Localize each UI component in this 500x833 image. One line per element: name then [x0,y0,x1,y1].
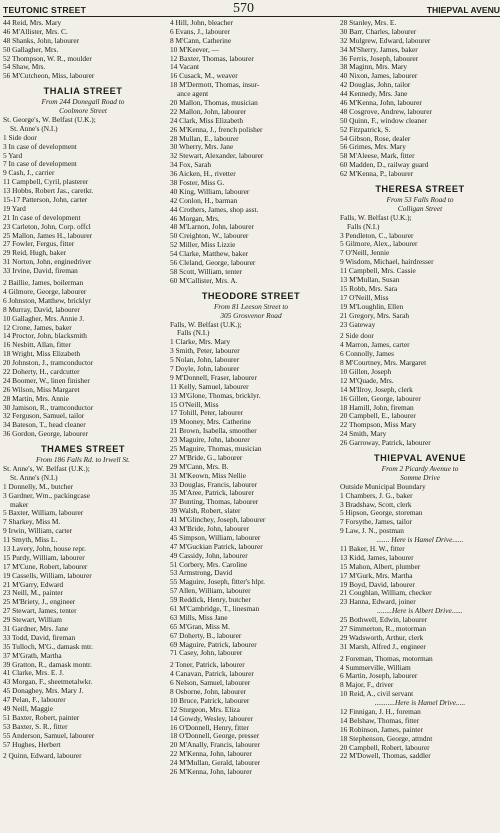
directory-entry: Outside Municipal Boundary [340,482,426,491]
directory-entry: 18 Stephenson, George, attndnt [340,734,433,743]
directory-entry: 23 Gateway [340,320,376,329]
directory-entry: 20 Campbell, Robert, labourer [340,743,430,752]
directory-entry: 19 Cassells, William, labourer [3,571,92,580]
directory-entry: 16 Gillen, George, labourer [340,394,421,403]
directory-entry: 56 M'Cutcheon, Miss, labourer [3,72,95,81]
directory-entry: 28 Martin, Mrs. Annie [3,394,69,403]
directory-entry: 14 M'Ilroy, Joseph, clerk [340,385,413,394]
directory-entry: 23 Hanna, Edward, joiner [340,598,416,607]
directory-entry: 45 Simpson, William, labourer [170,533,261,542]
directory-entry: 71 Casey, John, labourer [170,649,243,658]
column-2 [170,19,332,777]
directory-entry: 61 M'Cambridge, T., linesman [170,605,260,613]
directory-entry: 41 Clarke, Mrs. E. J. [3,669,64,678]
directory-entry: 7 O'Neill, Jennie [340,249,390,258]
entry-continuation: St. Anne's (N.I.) [10,124,58,133]
entry-continuation: St. Anne's (N.I.) [10,473,58,482]
directory-entry: 17 Tohill, Peter, labourer [170,409,244,418]
directory-entry: 16 Cusack, M., weaver [170,72,238,81]
directory-entry: St. Anne's, W. Belfast (U.K.); [3,464,90,473]
street-subheading: Somme Drive [400,472,440,482]
directory-entry: 4 Gilmore, George, labourer [3,287,87,296]
directory-entry: 5 Baxter, William, labourer [3,509,84,518]
directory-entry: 18 O'Donnell, George, presser [170,732,260,741]
directory-entry: 4 Hill, John, bleacher [170,19,234,27]
directory-entry: 23 Carleton, John, Corp. offcl [3,222,91,231]
directory-entry: 21 Coughlan, William, checker [340,589,432,598]
directory-entry: 28 Stanley, Mrs. E. [340,19,397,27]
directory-entry: 6 Johnston, Matthew, bricklyr [3,296,91,305]
directory-entry: 50 Gallagher, Mrs. [3,45,59,54]
directory-entry: 39 Gratton, R., damask montr. [3,660,92,669]
directory-entry: 3 Smith, Peter, labourer [170,347,240,356]
directory-entry: 33 Douglas, Francis, labourer [170,480,258,489]
directory-entry: 2 Quinn, Edward, labourer [3,752,82,761]
directory-entry: St. George's, W. Belfast (U.K.); [3,116,96,125]
directory-entry: 23 Maguire, John, labourer [170,436,250,445]
directory-entry: 13 Hobbs, Robert Jas., caretkr. [3,187,94,196]
directory-entry: 47 Pelan, F., labourer [3,696,66,705]
directory-entry: 34 Fox, Sarah [170,161,212,170]
directory-entry: 26 Garroway, Patrick, labourer [340,439,431,448]
directory-entry: 41 M'Glinchey, Joseph, labourer [170,516,266,525]
directory-entry: 13 M'Mullan, Susan [340,276,400,285]
directory-entry: 12 M'Quade, Mrs. [340,376,394,385]
directory-entry: 11 Baker, H. W., fitter [340,544,405,553]
directory-entry: 46 Morgan, Mrs. [170,214,220,223]
directory-entry: 58 M'Aleese, Mark, fitter [340,152,415,161]
directory-entry: 53 Armstrong, David [170,569,233,578]
entry-continuation: Falls (N.I.) [177,329,210,338]
directory-entry: 25 Maguire, Thomas, musician [170,444,262,453]
header-left-street: TEUTONIC STREET [3,5,87,15]
directory-entry: 15-17 Patterson, John, carter [3,196,88,205]
directory-entry: 51 Baxter, Robert, painter [3,713,80,722]
directory-entry: 2 Baillie, James, boilerman [3,279,84,288]
directory-entry: 4 Canavan, Patrick, labourer [170,670,254,679]
directory-entry: 22 Thompson, Miss Mary [340,421,417,430]
directory-entry: 53 Baxter, S. R., fitter [3,722,68,731]
directory-entry: 3 Bradshaw, Scott, clerk [340,500,412,509]
directory-entry: 42 Douglas, John, tailor [340,81,411,90]
directory-entry: 22 Mallon, John, labourer [170,107,247,116]
directory-entry: 19 M'Loughlin, Ellen [340,302,404,311]
directory-entry: 40 Nixon, James, labourer [340,72,418,81]
directory-entry: 6 Connolly, James [340,350,394,359]
directory-entry: 19 Mooney, Mrs. Catherine [170,418,251,427]
directory-entry: 38 Foster, Miss G. [170,179,225,188]
directory-entry: 39 Walsh, Robert, slater [170,507,241,516]
street-heading: THEODORE STREET [201,290,301,301]
directory-entry: 58 Scott, William, tenter [170,267,242,276]
directory-entry: 26 M'Kenna, J., french polisher [170,125,263,134]
directory-entry: 21 Brown, Isabella, smoother [170,427,257,436]
directory-entry: 30 Wherry, Mrs. Jane [170,143,234,152]
directory-entry: 30 Jamison, R., tramconductor [3,403,94,412]
directory-entry: 9 M'Donnell, Fraser, labourer [170,373,257,382]
directory-entry: 44 Crothers, James, shop asst. [170,205,259,214]
directory-entry: 19 Boyd, David, labourer [340,580,415,589]
directory-entry: 13 Kidd, James, labourer [340,553,414,562]
directory-entry: 38 Maginn, Mrs. Mary [340,63,408,72]
directory-entry: 7 Forsythe, James, tailor [340,518,412,527]
directory-entry: 63 Mills, Miss Jane [170,613,228,622]
directory-entry: 12 Crone, James, baker [3,323,72,332]
entry-continuation: Falls (N.I.) [347,222,380,231]
directory-entry: 34 Bateson, T., head cleaner [3,421,86,430]
directory-entry: 14 Belshaw, Thomas, fitter [340,716,420,725]
entry-continuation: ance agent [177,90,209,99]
directory-entry: 11 Smyth, Miss L. [3,536,58,545]
directory-entry: 52 Miller, Miss Lizzie [170,241,236,250]
directory-entry: 36 Aicken, H., rivetter [170,170,236,179]
directory-entry: 2 Toner, Patrick, labourer [170,661,245,670]
header-right-street: THIEPVAL AVENU [426,5,500,15]
directory-entry: 12 Baxter, Thomas, labourer [170,54,254,63]
directory-entry: 21 In case of development [3,213,81,222]
street-subheading: ........Here is Albert Drive...... [377,606,463,616]
directory-entry: 50 Quinn, F., window cleaner [340,116,427,125]
directory-entry: 8 Osborne, John, labourer [170,688,247,697]
directory-entry: 23 Neill, M., painter [3,589,63,598]
directory-entry: 32 Stewart, Alexander, labourer [170,152,264,161]
directory-entry: 15 O'Neill, Miss [170,400,219,409]
directory-entry: 3 Gardner, Wm., packingcase [3,491,90,500]
directory-entry: 7 In case of development [3,160,77,169]
directory-entry: 17 M'Cune, Robert, labourer [3,562,88,571]
directory-entry: 33 Todd, David, fireman [3,633,76,642]
directory-entry: 29 M'Cann, Mrs. B. [170,462,229,471]
column-3 [340,19,500,761]
page-number: 570 [233,1,254,16]
directory-entry: 17 M'Gurk, Mrs. Martha [340,571,413,580]
directory-entry: 25 Mallon, James H., labourer [3,231,93,240]
directory-entry: 2 Foreman, Thomas, motorman [340,654,433,663]
directory-entry: 10 M'Keever, — [170,45,219,54]
directory-entry: 27 Simmerton, R., motorman [340,625,427,633]
directory-entry: 9 Cash, J., carrier [3,169,55,178]
street-subheading: From 81 Leeson Street to [213,301,289,311]
directory-entry: 13 M'Glone, Thomas, bricklyr. [170,391,261,400]
directory-entry: 9 Wisdom, Michael, hairdresser [340,258,434,267]
directory-entry: 24 Smith, Mary [340,430,387,439]
directory-entry: 14 Vacant [170,63,200,72]
directory-entry: 32 Ferguson, Samuel, tailor [3,412,85,421]
directory-entry: 4 Marron, James, carter [340,341,410,350]
directory-entry: 6 Nelson, Samuel, labourer [170,679,251,688]
directory-entry: 11 Kelly, Samuel, labourer [170,382,249,391]
directory-entry: 20 Campbell, E., labourer [340,412,416,421]
directory-entry: 47 M'Guckian Patrick, labourer [170,542,263,551]
directory-entry: 57 Allen, William, labourer [170,587,251,596]
directory-entry: 1 Donnelly, M., butcher [3,482,74,491]
directory-entry: 46 M'Allister, Mrs. C. [3,27,68,36]
directory-entry: 11 Campbell, Cyril, plasterer [3,178,89,187]
directory-entry: 20 Mallon, Thomas, musician [170,99,258,108]
directory-entry: 20 Johnston, J., tramconductor [3,359,94,368]
directory-entry: 5 Hipson, George, storeman [340,509,423,518]
directory-entry: 8 Murray, David, labourer [3,305,80,314]
directory-entry: 25 M'Briety, J., engineer [3,598,76,607]
directory-entry: 22 M'Kenna, John, labourer [170,750,252,759]
street-subheading: 305 Grosvenor Road [220,310,282,320]
directory-entry: 54 Gibson, Rose, dealer [340,134,411,143]
page-header [3,2,500,17]
directory-entry: 1 Clarke, Mrs. Mary [170,338,231,347]
street-subheading: From 186 Falls Rd. to Irwell St. [36,455,130,465]
directory-entry: 16 Robinson, James, painter [340,725,424,734]
directory-entry: 18 M'Dermott, Thomas, insur- [170,81,260,90]
column-1 [3,19,163,761]
directory-entry: 6 Martin, Joseph, labourer [340,672,418,681]
directory-entry: 56 Grimes, Mrs. Mary [340,143,406,152]
directory-entry: 48 Cosgrove, Andrew, labourer [340,107,432,116]
directory-entry: 21 M'Garry, Edward [3,580,64,589]
directory-entry: 48 Shanks, John, labourer [3,36,80,45]
directory-entry: Falls, W. Belfast (U.K.); [170,320,242,329]
directory-entry: 49 Neill, Maggie [3,705,53,714]
directory-entry: 5 Gilmore, Alex., labourer [340,240,418,249]
directory-entry: 15 Robb, Mrs. Sara [340,284,398,293]
street-subheading: ....... Here is Hamel Drive...... [376,535,464,545]
directory-entry: 24 Boomer, W., linen finisher [3,376,90,385]
directory-entry: 60 Madden, D., railway guard [340,161,429,170]
directory-entry: 29 Stewart, William [3,616,62,625]
directory-entry: 22 M'Dowell, Thomas, saddler [340,752,431,761]
directory-entry: 11 Campbell, Mrs. Cassie [340,267,416,276]
directory-entry: 2 Side door [340,332,374,341]
directory-entry: 45 Donaghey, Mrs. Mary J. [3,687,84,696]
directory-entry: 52 Thompson, W. R., moulder [3,54,92,63]
directory-entry: 36 Ferris, Joseph, labourer [340,54,419,63]
street-heading: THERESA STREET [375,184,465,195]
directory-entry: 28 Mullan, E., labourer [170,134,239,143]
directory-entry: 3 In case of development [3,142,77,151]
street-subheading: From 53 Falls Road to [386,195,454,205]
directory-entry: 10 Bruce, Patrick, labourer [170,696,250,705]
directory-entry: 35 Tulloch, M'G., damask mtr. [3,642,93,651]
directory-entry: 26 M'Kenna, John, labourer [170,768,252,777]
directory-entry: 17 O'Neill, Miss [340,293,389,302]
directory-entry: 10 Gallagher, Mrs. Annie J. [3,314,85,323]
street-heading: THIEPVAL AVENUE [374,452,466,463]
directory-entry: 40 King, William, labourer [170,187,250,196]
directory-entry: 69 Maguire, Patrick, labourer [170,640,257,649]
directory-entry: 10 Gillen, Joseph [340,367,392,376]
directory-entry: 21 Gregory, Mrs. Sarah [340,311,410,320]
directory-entry: 10 Reid, A., civil servant [340,690,414,699]
directory-entry: 51 Corbery, Mrs. Caroline [170,560,248,569]
directory-entry: Falls, W. Belfast (U.K.); [340,213,412,222]
directory-entry: 32 Mulgrew, Edward, labourer [340,36,431,45]
directory-entry: 15 Purdy, William, labourer [3,553,85,562]
directory-entry: 62 M'Kenna, P., labourer [340,170,414,179]
directory-entry: 26 Wilson, Miss Margaret [3,385,80,394]
directory-entry: 35 M'Aree, Patrick, labourer [170,489,254,498]
directory-entry: 18 Wright, Miss Elizabeth [3,350,81,359]
directory-entry: 49 Cassidy, John, labourer [170,551,248,560]
directory-entry: 27 Stewart, James, tenter [3,607,77,616]
directory-entry: 30 Barr, Charles, labourer [340,27,417,36]
directory-entry: 55 Maguire, Joseph, fitter's hlpr. [170,578,265,587]
directory-entry: 4 Summerville, William [340,663,411,672]
directory-entry: 52 Fitzpatrick, S. [340,125,391,134]
directory-entry: 24 Clark, Miss Elizabeth [170,116,244,125]
directory-entry: 54 Shaw, Mrs. [3,63,46,72]
directory-entry: 14 Proctor, John, blacksmith [3,332,87,341]
street-heading: THALIA STREET [43,86,123,97]
directory-entry: 25 Bothwell, Edwin, labourer [340,616,428,625]
directory-entry: 16 O'Donnell, Henry, fitter [170,723,249,732]
directory-entry: 56 Cleland, George, labourer [170,259,256,268]
directory-entry: 59 Reddick, Henry, butcher [170,596,251,605]
directory-entry: 43 Morgan, F., sheetmetalwkr. [3,678,93,687]
directory-entry: 1 Chambers, J. G., baker [340,491,413,500]
directory-entry: 6 Evans, J., labourer [170,27,230,36]
directory-entry: 16 Nesbitt, Allan, fitter [3,341,71,350]
directory-entry: 37 M'Grath, Martha [3,651,62,660]
directory-entry: 27 M'Bride, G., labourer [170,453,243,462]
directory-entry: 34 M'Sherry, James, baker [340,45,418,54]
directory-entry: 8 M'Courtney, Mrs. Margaret [340,359,427,368]
directory-entry: 7 Sharkey, Miss M. [3,518,61,527]
directory-entry: 22 Doherty, H., cardcutter [3,367,80,376]
directory-entry: 57 Hughes, Herbert [3,740,61,749]
street-subheading: ...........Here is Hamel Drive..... [374,698,466,708]
directory-entry: 55 Anderson, Samuel, labourer [3,731,95,740]
street-subheading: Colligan Street [397,203,443,213]
directory-entry: 13 Lavery, John, house repr. [3,544,86,553]
directory-entry: 9 Irwin, William, carter [3,527,73,536]
directory-entry: 48 M'Larnon, John, labourer [170,223,254,232]
entry-continuation: maker [10,500,29,509]
street-subheading: Coolmore Street [59,106,107,116]
directory-entry: 14 Gowdy, Wesley, labourer [170,714,253,723]
directory-entry: 67 Doherty, B., labourer [170,631,242,640]
street-heading: THAMES STREET [40,444,126,455]
directory-entry: 65 M'Gran, Miss M. [170,622,230,631]
directory-entry: 29 Wadsworth, Arthur, clerk [340,633,424,642]
directory-entry: 43 M'Bride, John, labourer [170,524,250,533]
directory-entry: 37 Bunting, Thomas, labourer [170,498,259,507]
directory-entry: 20 M'Anally, Francis, labourer [170,741,260,750]
directory-entry: 12 Sturgeon, Mrs. Eliza [170,705,240,714]
directory-entry: 31 Norton, John, enginedriver [3,258,92,267]
directory-entry: 8 Major, F., driver [340,681,394,690]
directory-entry: 12 Finnigan, J. H., foreman [340,708,421,717]
directory-entry: 31 Marsh, Alfred J., engineer [340,642,426,651]
directory-entry: 33 Irvine, David, fireman [3,267,78,276]
directory-entry: 60 M'Callister, Mrs. A. [170,276,238,285]
directory-entry: 36 Gordon, George, labourer [3,430,88,439]
directory-entry: 1 Side door [3,133,37,142]
directory-entry: 50 Creighton, W., labourer [170,232,249,241]
directory-entry: 8 M'Cann, Catherine [170,36,232,45]
directory-entry: 44 Reid, Mrs. Mary [3,19,62,27]
directory-entry: 27 Fowler, Fergus, fitter [3,240,75,249]
directory-entry: 5 Yard [3,151,23,160]
directory-entry: 54 Clarke, Matthew, baker [170,250,249,259]
directory-entry: 5 Nolan, John, labourer [170,356,240,365]
directory-entry: 44 Kennedy, Mrs. Jane [340,90,408,99]
directory-entry: 31 M'Keown, Miss Nellie [170,471,246,480]
directory-entry: 31 Gardner, Mrs. Jane [3,625,69,633]
directory-entry: 19 Yard [3,204,26,213]
directory-entry: 3 Pendleton, C., labourer [340,231,414,240]
directory-entry: 7 Doyle, John, labourer [170,364,240,373]
directory-entry: 9 Law, J. N., postman [340,527,404,536]
directory-entry: 46 M'Kenna, John, labourer [340,99,422,108]
directory-entry: 42 Conlon, H., barman [170,196,238,205]
directory-entry: 18 Hamill, John, fireman [340,403,414,412]
street-subheading: From 244 Donegall Road to [41,97,125,107]
directory-entry: 24 M'Mullan, Gerald, labourer [170,759,261,768]
street-subheading: From 2 Picardy Avenue to [381,463,459,473]
directory-entry: 29 Reid, Hugh, baker [3,249,67,258]
directory-entry: 15 Mahon, Albert, plumber [340,562,421,571]
